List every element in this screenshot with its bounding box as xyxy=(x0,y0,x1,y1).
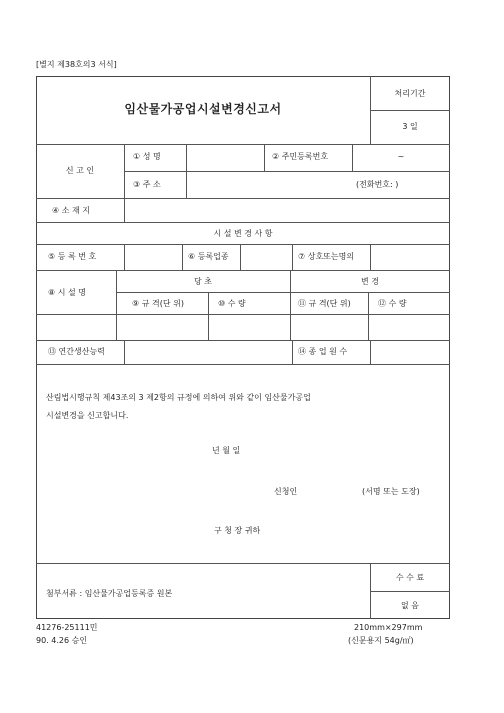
processing-period-label: 처리기간 xyxy=(394,89,426,98)
employees-label: ⑭ 종 업 원 수 xyxy=(298,347,348,356)
applicant-label: 신 고 인 xyxy=(65,166,95,175)
divider xyxy=(292,340,293,364)
divider xyxy=(182,244,183,270)
divider xyxy=(36,222,450,223)
paper-size: 210mm×297mm xyxy=(354,623,423,632)
original-spec-label: ⑨ 규 격(단 위) xyxy=(132,299,184,308)
divider xyxy=(370,110,450,111)
sign-note: (서명 또는 도장) xyxy=(362,487,420,496)
divider xyxy=(292,244,293,270)
registration-type-label: ⑥ 등록업종 xyxy=(188,252,229,261)
capacity-label: ⑬ 연간생산능력 xyxy=(48,347,105,356)
regno-label: ② 주민등록번호 xyxy=(272,152,329,161)
original-spec-field[interactable] xyxy=(117,315,207,339)
fee-value: 없 음 xyxy=(401,601,419,610)
processing-period-value: 3 일 xyxy=(402,122,418,131)
facility-name-field[interactable] xyxy=(37,315,115,339)
form-code: 41276-25111민 xyxy=(36,623,98,632)
business-name-label: ⑦ 상호또는명의 xyxy=(298,252,355,261)
addressee: 구 청 장 귀하 xyxy=(214,526,261,535)
divider xyxy=(264,144,265,171)
address-field[interactable]: (전화번호: ) xyxy=(356,180,399,189)
divider xyxy=(36,364,450,365)
form-title: 임산물가공업시설변경신고서 xyxy=(124,102,282,116)
applicant-sign-label: 신청인 xyxy=(274,487,298,496)
divider xyxy=(36,563,450,564)
divider xyxy=(370,591,450,592)
registration-number-field[interactable] xyxy=(125,245,181,269)
name-label: ① 성 명 xyxy=(133,152,161,161)
location-field[interactable] xyxy=(125,199,449,221)
original-header: 당 초 xyxy=(194,277,212,286)
employees-field[interactable] xyxy=(371,341,449,363)
name-field[interactable] xyxy=(187,145,263,170)
registration-number-label: ⑤ 등 록 번 호 xyxy=(48,252,97,261)
paper-spec: (신문용지 54g/㎡) xyxy=(348,636,414,645)
changes-header: 시 설 변 경 사 항 xyxy=(213,229,273,238)
divider xyxy=(116,292,450,293)
fee-label: 수 수 료 xyxy=(395,573,425,582)
date-line: 년 월 일 xyxy=(212,446,241,455)
statement-line-1: 산림법시행규칙 제43조의 3 제2항의 규정에 의하여 위와 같이 임산물가공업 xyxy=(46,393,311,402)
capacity-field[interactable] xyxy=(125,341,291,363)
changed-qty-label: ⑫ 수 량 xyxy=(378,299,407,308)
changed-spec-label: ⑪ 규 격(단 위) xyxy=(298,299,351,308)
statement-line-2: 시설변경을 신고합니다. xyxy=(46,411,129,420)
registration-type-field[interactable] xyxy=(241,245,291,269)
attachments: 첨부서류 : 임산물가공업등록증 원본 xyxy=(46,589,173,598)
form-reference: [별지 제38호의3 서식] xyxy=(36,60,117,69)
location-label: ④ 소 재 지 xyxy=(52,206,90,215)
business-name-field[interactable] xyxy=(371,245,449,269)
changed-spec-field[interactable] xyxy=(291,315,367,339)
regno-field[interactable]: ~ xyxy=(397,152,405,161)
address-label: ③ 주 소 xyxy=(133,180,161,189)
divider xyxy=(36,270,450,271)
divider xyxy=(124,171,450,172)
changed-qty-field[interactable] xyxy=(369,315,449,339)
original-qty-label: ⑩ 수 량 xyxy=(218,299,246,308)
changed-header: 변 경 xyxy=(361,277,379,286)
original-qty-field[interactable] xyxy=(209,315,289,339)
facility-label: ⑧ 시 설 명 xyxy=(48,288,86,297)
approval-date: 90. 4.26 승인 xyxy=(36,636,88,645)
